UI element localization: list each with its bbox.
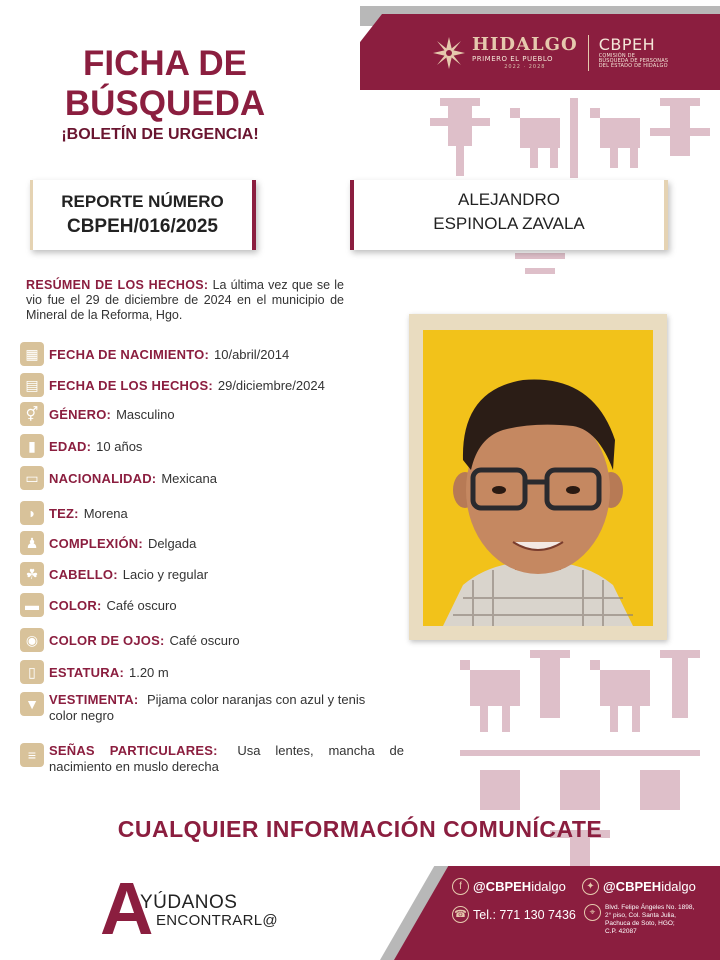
twitter-contact[interactable]: [582, 878, 696, 895]
title-line-1: FICHA DE: [83, 44, 247, 83]
address-line: Blvd. Felipe Ángeles No. 1898,: [605, 904, 695, 911]
field-label: EDAD:: [49, 438, 92, 454]
urgency-subtitle: ¡BOLETÍN DE URGENCIA!: [61, 126, 259, 143]
field-build: [20, 531, 196, 555]
field-label: SEÑAS PARTICULARES:: [49, 743, 218, 758]
hair-icon: ☘: [20, 562, 44, 586]
field-value: Delgada: [147, 535, 197, 551]
person-first-name: ALEJANDRO: [457, 190, 561, 209]
cake-icon: ▦: [20, 342, 44, 366]
field-value: Masculino: [116, 406, 175, 422]
field-value: 29/diciembre/2024: [217, 377, 325, 393]
field-label: COLOR DE OJOS:: [49, 632, 165, 648]
marks-icon: ≡: [20, 743, 44, 767]
address-contact: [584, 904, 694, 936]
report-number-card: [30, 180, 256, 250]
hidalgo-slogan: PRIMERO EL PUEBLO: [472, 55, 553, 63]
field-skin: [20, 501, 128, 525]
address-line: 2° piso, Col. Santa Julia,: [605, 912, 676, 919]
skin-icon: ◗: [20, 501, 44, 525]
field-value: Lacio y regular: [122, 566, 209, 582]
field-label: CABELLO:: [49, 566, 118, 582]
field-value: Mexicana: [161, 470, 217, 486]
field-label: NACIONALIDAD:: [49, 470, 157, 486]
page-title: [50, 44, 280, 124]
hidalgo-name: HIDALGO: [472, 34, 578, 55]
field-distinguishing-marks: [20, 743, 404, 775]
age-icon: ▮: [20, 434, 44, 458]
body-icon: ♟: [20, 531, 44, 555]
summary-label: RESÚMEN DE LOS HECHOS:: [26, 278, 209, 292]
facebook-handle-bold: @CBPEH: [473, 879, 532, 894]
ayudanos-letter: A: [100, 867, 154, 950]
hidalgo-years: 2022 · 2028: [504, 64, 546, 70]
photo-frame: [409, 314, 667, 640]
ayudanos-line-2: ENCONTRARL@: [156, 912, 278, 929]
field-nationality: [20, 466, 217, 490]
twitter-icon: ✦: [582, 878, 599, 895]
eye-icon: ◉: [20, 628, 44, 652]
cbpeh-line: COMISIÓN DE: [598, 52, 636, 59]
field-event-date: [20, 373, 325, 397]
field-clothing-text: [49, 692, 384, 724]
id-card-icon: ▭: [20, 466, 44, 490]
field-label: FECHA DE NACIMIENTO:: [49, 346, 209, 362]
field-marks-text: [49, 743, 404, 775]
missing-person-photo: [423, 330, 653, 626]
header-logos: [432, 28, 720, 78]
field-gender: [20, 402, 175, 426]
address-block: [605, 904, 694, 936]
address-line: Pachuca de Soto, HGO;: [605, 920, 675, 927]
cbpeh-line: DEL ESTADO DE HIDALGO: [598, 63, 668, 70]
header-divider: [588, 35, 589, 71]
phone-contact[interactable]: [452, 906, 576, 923]
hair-color-icon: ▬: [20, 593, 44, 617]
field-label: COLOR:: [49, 597, 102, 613]
field-value: Café oscuro: [169, 632, 240, 648]
phone-icon: ☎: [452, 906, 469, 923]
field-value: Morena: [83, 505, 128, 521]
field-height: [20, 660, 169, 684]
field-label: ESTATURA:: [49, 664, 124, 680]
field-value: 1.20 m: [128, 664, 169, 680]
field-value: 10 años: [96, 438, 143, 454]
field-age: [20, 434, 142, 458]
gender-icon: ⚥: [20, 402, 44, 426]
portrait-illustration: [423, 330, 653, 626]
facebook-icon: f: [452, 878, 469, 895]
facebook-handle-rest: idalgo: [531, 879, 566, 894]
field-value: Pijama color naranjas con azul y tenis color negro: [49, 692, 366, 723]
cbpeh-line: BÚSQUEDA DE PERSONAS: [598, 57, 669, 64]
field-eye-color: [20, 628, 240, 652]
address-line: C.P. 42087: [605, 928, 637, 935]
twitter-handle-rest: idalgo: [661, 879, 696, 894]
field-hair-color: [20, 593, 177, 617]
summary-text: La última vez que se le vio fue el 29 de diciembre de 2024 en el municipio de Mineral de la Reforma, Hgo.: [26, 278, 344, 322]
ayudanos-line-1: YÚDANOS: [140, 892, 238, 913]
height-icon: ▯: [20, 660, 44, 684]
person-name-card: [350, 180, 668, 250]
field-label: VESTIMENTA:: [49, 692, 139, 707]
report-label: REPORTE NÚMERO: [61, 192, 224, 211]
field-label: TEZ:: [49, 505, 79, 521]
field-label: FECHA DE LOS HECHOS:: [49, 377, 213, 393]
phone-number: Tel.: 771 130 7436: [473, 907, 576, 922]
hidalgo-flower-icon: [432, 36, 466, 70]
calendar-icon: ▤: [20, 373, 44, 397]
field-value: Usa lentes, mancha de nacimiento en muslo derecha: [49, 743, 404, 774]
twitter-handle-bold: @CBPEH: [603, 879, 662, 894]
ayudanos-logo: [100, 867, 300, 950]
facts-summary: [26, 278, 344, 323]
field-birth-date: [20, 342, 289, 366]
field-hair: [20, 562, 208, 586]
field-label: GÉNERO:: [49, 406, 112, 422]
shirt-icon: ▼: [20, 692, 44, 716]
call-to-action: CUALQUIER INFORMACIÓN COMUNÍCATE: [117, 816, 603, 842]
field-clothing: [20, 692, 384, 724]
field-value: Café oscuro: [106, 597, 177, 613]
location-pin-icon: ⌖: [584, 904, 601, 921]
field-label: COMPLEXIÓN:: [49, 535, 143, 551]
facebook-contact[interactable]: [452, 878, 566, 895]
cbpeh-title: CBPEH: [598, 34, 656, 54]
field-value: 10/abril/2014: [214, 346, 290, 362]
title-line-2: BÚSQUEDA: [64, 84, 266, 123]
cbpeh-logo: [598, 34, 669, 70]
person-last-name: ESPINOLA ZAVALA: [433, 214, 585, 233]
report-number: CBPEH/016/2025: [66, 216, 219, 237]
hidalgo-logo: [432, 36, 578, 70]
